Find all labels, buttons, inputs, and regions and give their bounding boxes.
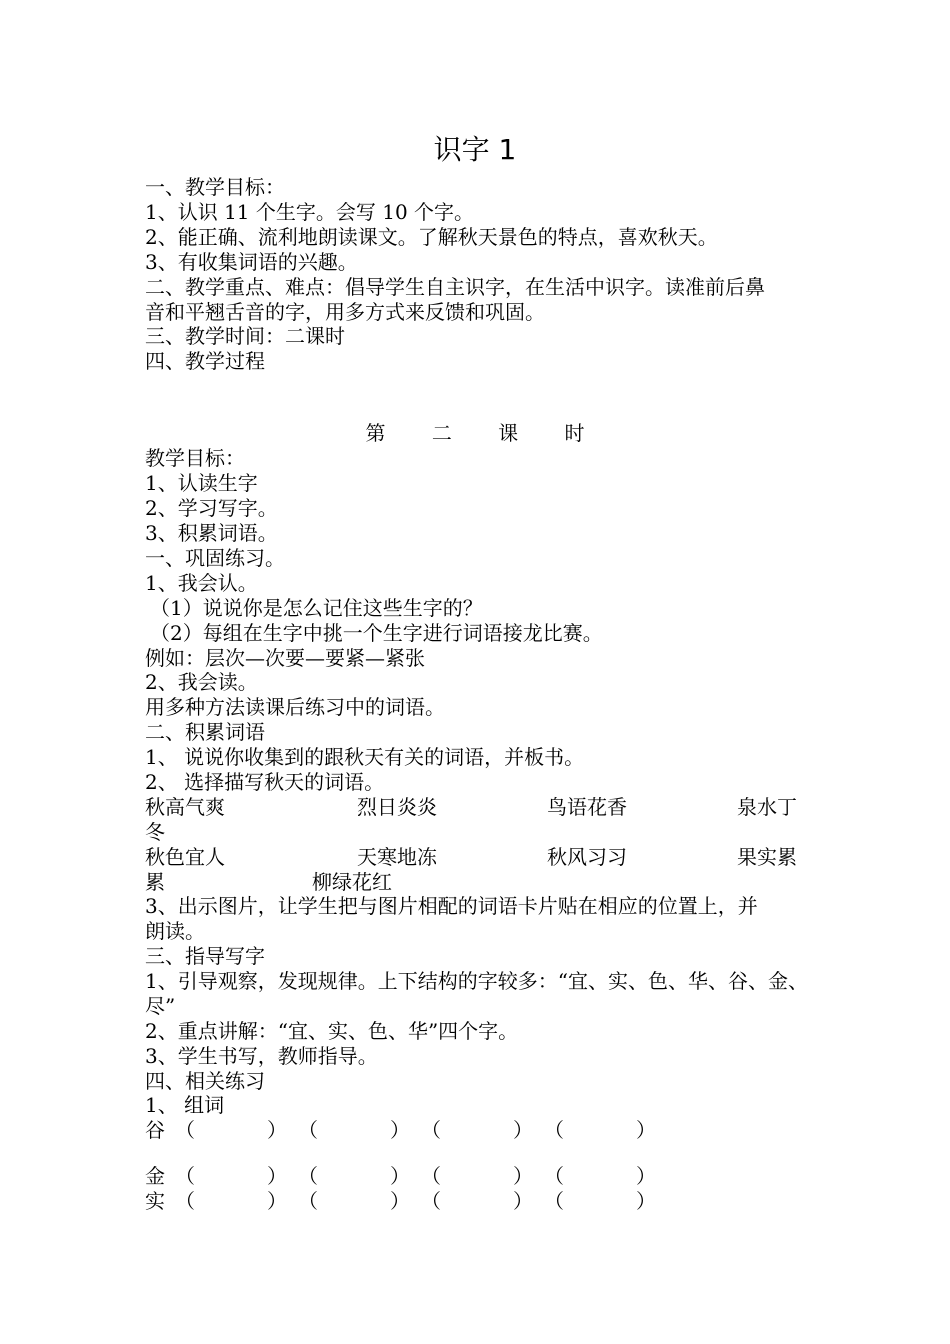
phrase: 秋高气爽 <box>145 795 225 819</box>
goals-heading: 一、教学目标： <box>145 175 285 199</box>
word-char: 谷 <box>145 1118 165 1142</box>
lesson-goal: 2、学习写字。 <box>145 496 278 520</box>
word-char: 实 <box>145 1189 165 1213</box>
phrase: 泉水丁 <box>737 795 797 819</box>
phrase: 烈日炎炎 <box>357 795 437 819</box>
section-item: 2、重点讲解：“宜、实、色、华”四个字。 <box>145 1019 519 1043</box>
section-item-cont: 尽” <box>145 994 176 1018</box>
section-item-cont: 朗读。 <box>145 919 205 943</box>
example-line: 例如：层次—次要—要紧—紧张 <box>145 646 425 670</box>
section-subitem: （1）说说你是怎么记住这些生字的？ <box>150 596 483 620</box>
section-item: 1、引导观察，发现规律。上下结构的字较多：“宜、实、色、华、谷、金、 <box>145 969 808 993</box>
phrase-wrap: 冬 <box>145 820 165 844</box>
section-item: 1、 组词 <box>145 1093 225 1117</box>
phrase: 柳绿花红 <box>312 870 392 894</box>
teaching-process: 四、教学过程 <box>145 349 265 373</box>
key-points-line: 二、教学重点、难点：倡导学生自主识字，在生活中识字。读准前后鼻 <box>145 275 765 299</box>
lesson-goals-heading: 教学目标： <box>145 446 245 470</box>
lesson-goal: 3、积累词语。 <box>145 521 278 545</box>
section-heading: 二、积累词语 <box>145 720 265 744</box>
phrase: 鸟语花香 <box>547 795 627 819</box>
section-text: 用多种方法读课后练习中的词语。 <box>145 695 445 719</box>
section-item: 2、 选择描写秋天的词语。 <box>145 770 385 794</box>
lesson-title-char: 课 <box>498 421 519 445</box>
section-heading: 三、指导写字 <box>145 944 265 968</box>
section-item: 3、出示图片，让学生把与图片相配的词语卡片贴在相应的位置上，并 <box>145 894 758 918</box>
phrase: 秋色宜人 <box>145 845 225 869</box>
lesson-title-char: 第 <box>365 421 386 445</box>
section-subitem: （2）每组在生字中挑一个生字进行词语接龙比赛。 <box>150 621 603 645</box>
lesson-title-char: 二 <box>431 421 452 445</box>
goal-item: 3、有收集词语的兴趣。 <box>145 250 358 274</box>
word-char: 金 <box>145 1164 165 1188</box>
section-heading: 一、巩固练习。 <box>145 546 285 570</box>
lesson-title <box>0 420 950 446</box>
word-row: 实 （ ） （ ） （ ） （ ） <box>145 1189 656 1213</box>
lesson-goal: 1、认读生字 <box>145 471 258 495</box>
lesson-title-char: 时 <box>564 421 585 445</box>
goal-item: 2、能正确、流利地朗读课文。了解秋天景色的特点，喜欢秋天。 <box>145 225 718 249</box>
section-item: 2、我会读。 <box>145 670 258 694</box>
goal-item: 1、认识 11 个生字。会写 10 个字。 <box>145 200 475 224</box>
phrase: 果实累 <box>737 845 797 869</box>
phrase: 天寒地冻 <box>357 845 437 869</box>
phrase-wrap: 累 <box>145 870 165 894</box>
section-heading: 四、相关练习 <box>145 1069 265 1093</box>
word-row: 谷 （ ） （ ） （ ） （ ） <box>145 1118 656 1142</box>
section-item: 1、我会认。 <box>145 571 258 595</box>
page-title: 识字 1 <box>433 133 517 166</box>
section-item: 3、学生书写，教师指导。 <box>145 1044 378 1068</box>
teaching-time: 三、教学时间：二课时 <box>145 324 345 348</box>
section-item: 1、 说说你收集到的跟秋天有关的词语，并板书。 <box>145 745 585 769</box>
key-points-line: 音和平翘舌音的字，用多方式来反馈和巩固。 <box>145 300 545 324</box>
word-row: 金 （ ） （ ） （ ） （ ） <box>145 1164 656 1188</box>
phrase: 秋风习习 <box>547 845 627 869</box>
